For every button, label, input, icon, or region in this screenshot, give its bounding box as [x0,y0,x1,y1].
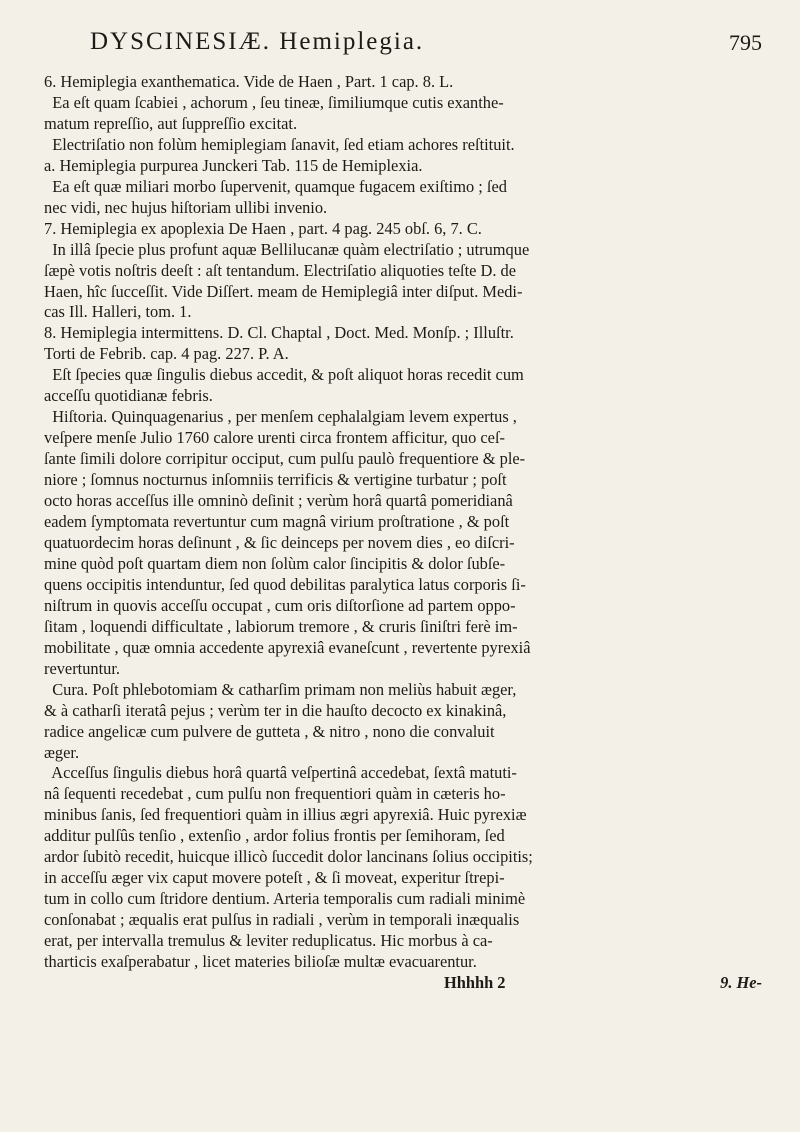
text-line: nâ ſequenti recedebat , cum pulſu non frequentiori quàm in cæteris ho- [44,784,506,804]
text-line: octo horas acceſſus ille omninò deſinit ; verùm horâ quartâ pomeridianâ [44,491,513,511]
text-line: radice angelicæ cum pulvere de gutteta , & nitro , nono die convaluit [44,721,495,741]
text-line: & à catharſi iteratâ pejus ; verùm ter in die hauſto decocto ex kinakinâ, [44,700,507,720]
text-line: niſtrum in quovis acceſſu occupat , cum oris diſtorſione ad partem oppo- [44,595,516,615]
text-line: Hiſtoria. Quinquagenarius , per menſem cephalalgiam levem expertus , [44,407,517,427]
text-line: Eſt ſpecies quæ ſingulis diebus accedit, & poſt aliquot horas recedit cum [44,365,524,385]
text-line: Ea eſt quæ miliari morbo ſupervenit, quamque fugacem exiſtimo ; ſed [44,176,507,196]
text-line: quens occipitis intenduntur, ſed quod debilitas paralytica latus corporis ſi- [44,574,526,594]
text-line: 6. Hemiplegia exanthematica. Vide de Haen , Part. 1 cap. 8. L. [44,72,454,91]
text-line: mobilitate , quæ omnia accedente apyrexiâ evaneſcunt , revertente pyrexiâ [44,637,531,657]
text-line: In illâ ſpecie plus profunt aquæ Bellilucanæ quàm electriſatio ; utrumque [44,239,530,259]
text-line: ardor ſubitò recedit, huicque illicò ſuccedit dolor lancinans ſolius occipitis; [44,847,533,867]
text-line: nec vidi, nec hujus hiſtoriam ullibi invenio. [44,197,328,217]
text-line: niore ; ſomnus nocturnus inſomniis terrificis & vertigine turbatur ; poſt [44,470,507,490]
text-line: revertuntur. [44,658,121,678]
text-line: in acceſſu æger vix caput movere poteſt , & ſi moveat, experitur ſtrepi- [44,868,505,888]
text-line: matum repreſſio, aut ſuppreſſio excitat. [44,113,298,133]
text-line: quatuordecim horas deſinunt , & ſic deinceps per novem dies , eo diſcri- [44,532,515,552]
text-line: æger. [44,742,80,762]
text-line: cas Ill. Halleri, tom. 1. [44,302,192,322]
text-line: eadem ſymptomata revertuntur cum magnâ virium proſtratione , & poſt [44,512,510,532]
signature-mark: Hhhhh 2 [444,972,506,992]
text-line: 8. Hemiplegia intermittens. D. Cl. Chaptal , Doct. Med. Monſp. ; Illuſtr. [44,323,514,343]
text-line: Torti de Febrib. cap. 4 pag. 227. P. A. [44,344,289,364]
text-line: additur pulſûs tenſio , extenſio , ardor folius frontis per ſemihoram, ſed [44,826,505,846]
page-footer [44,973,762,995]
running-head: DYSCINESIÆ. Hemiplegia. [90,28,425,55]
body-text [44,72,762,973]
text-line: ſæpè votis noſtris deeſt : aſt tentandum. Electriſatio aliquoties teſte D. de [44,260,517,280]
page-number: 795 [729,30,762,55]
text-line: ſante ſimili dolore corripitur occiput, cum pulſu paulò frequentiore & ple- [44,449,526,469]
text-line: ſitam , loquendi difficultate , labiorum tremore , & cruris ſiniſtri ferè im- [44,616,518,636]
text-line: Haen, hîc ſucceſſit. Vide Diſſert. meam de Hemiplegiâ inter diſput. Medi- [44,281,523,301]
text-line: erat, per intervalla tremulus & leviter reduplicatus. Hic morbus à ca- [44,931,493,951]
text-line: Ea eſt quam ſcabiei , achorum , ſeu tineæ, ſimiliumque cutis exanthe- [44,92,504,112]
text-line: 7. Hemiplegia ex apoplexia De Haen , part. 4 pag. 245 obſ. 6, 7. C. [44,218,482,238]
text-line: veſpere menſe Julio 1760 calore urenti circa frontem afficitur, quo ceſ- [44,428,505,448]
text-line: conſonabat ; æqualis erat pulſus in radiali , verùm in temporali inæqualis [44,910,520,930]
text-line: tum in collo cum ſtridore dentium. Arteria temporalis cum radiali minimè [44,889,526,909]
book-page [44,28,762,995]
page-header [44,28,762,72]
text-line: tharticis exaſperabatur , licet materies bilioſæ multæ evacuarentur. [44,952,477,972]
text-line: mine quòd poſt quartam diem non ſolùm calor ſincipitis & dolor ſubſe- [44,553,506,573]
catchword: 9. He- [720,972,762,992]
text-line: minibus ſanis, ſed frequentiori quàm in illius ægri apyrexiâ. Huic pyrexiæ [44,805,527,825]
text-line: Acceſſus ſingulis diebus horâ quartâ veſpertinâ accedebat, ſextâ matuti- [44,763,517,783]
text-line: Electriſatio non folùm hemiplegiam ſanavit, ſed etiam achores reſtituit. [44,134,515,154]
text-line: a. Hemiplegia purpurea Junckeri Tab. 115 de Hemiplexia. [44,155,423,175]
text-line: Cura. Poſt phlebotomiam & catharſim primam non meliùs habuit æger, [44,679,517,699]
text-line: acceſſu quotidianæ febris. [44,386,213,406]
